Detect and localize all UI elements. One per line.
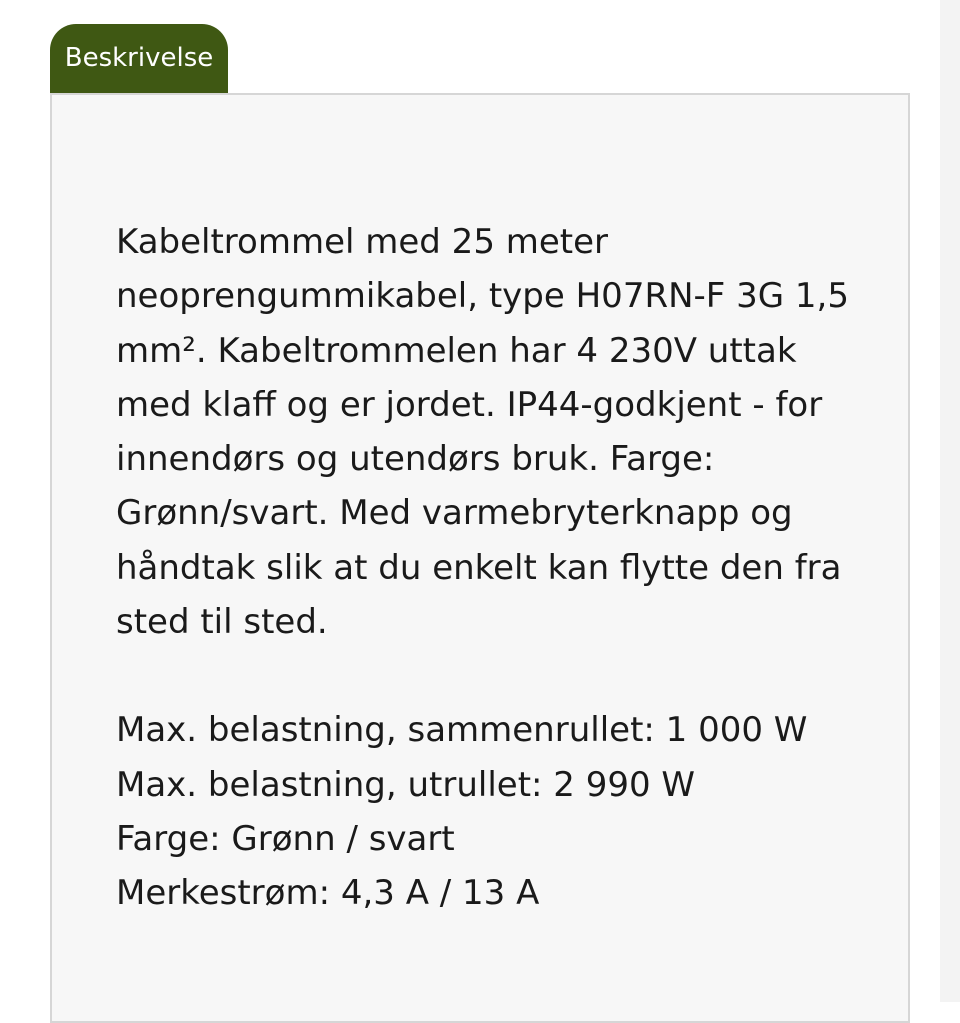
spec-max-load-unrolled: Max. belastning, utrullet: 2 990 W	[116, 764, 696, 805]
spec-rated-current: Merkestrøm: 4,3 A / 13 A	[116, 873, 540, 914]
spec-color: Farge: Grønn / svart	[116, 818, 455, 859]
tab-label: Beskrivelse	[64, 43, 214, 73]
spec-max-load-rolled: Max. belastning, sammenrullet: 1 000 W	[116, 710, 808, 751]
description-content	[116, 215, 856, 921]
description-paragraph: Kabeltrommel med 25 meter neoprengummikabel, type H07RN-F 3G 1,5 mm². Kabeltrommelen har 4 230V uttak med klaff og er jordet. IP44-godkjent - for innendørs og utendørs bruk. Farge: Grønn/svart. Med varmebryterknapp og håndtak slik at du enkelt kan flytte den fra sted til sted.	[116, 222, 849, 643]
spec-list	[116, 703, 856, 920]
page-scrollbar[interactable]	[940, 0, 960, 1002]
tab-beskrivelse[interactable]	[50, 24, 228, 94]
description-panel	[50, 93, 910, 1023]
